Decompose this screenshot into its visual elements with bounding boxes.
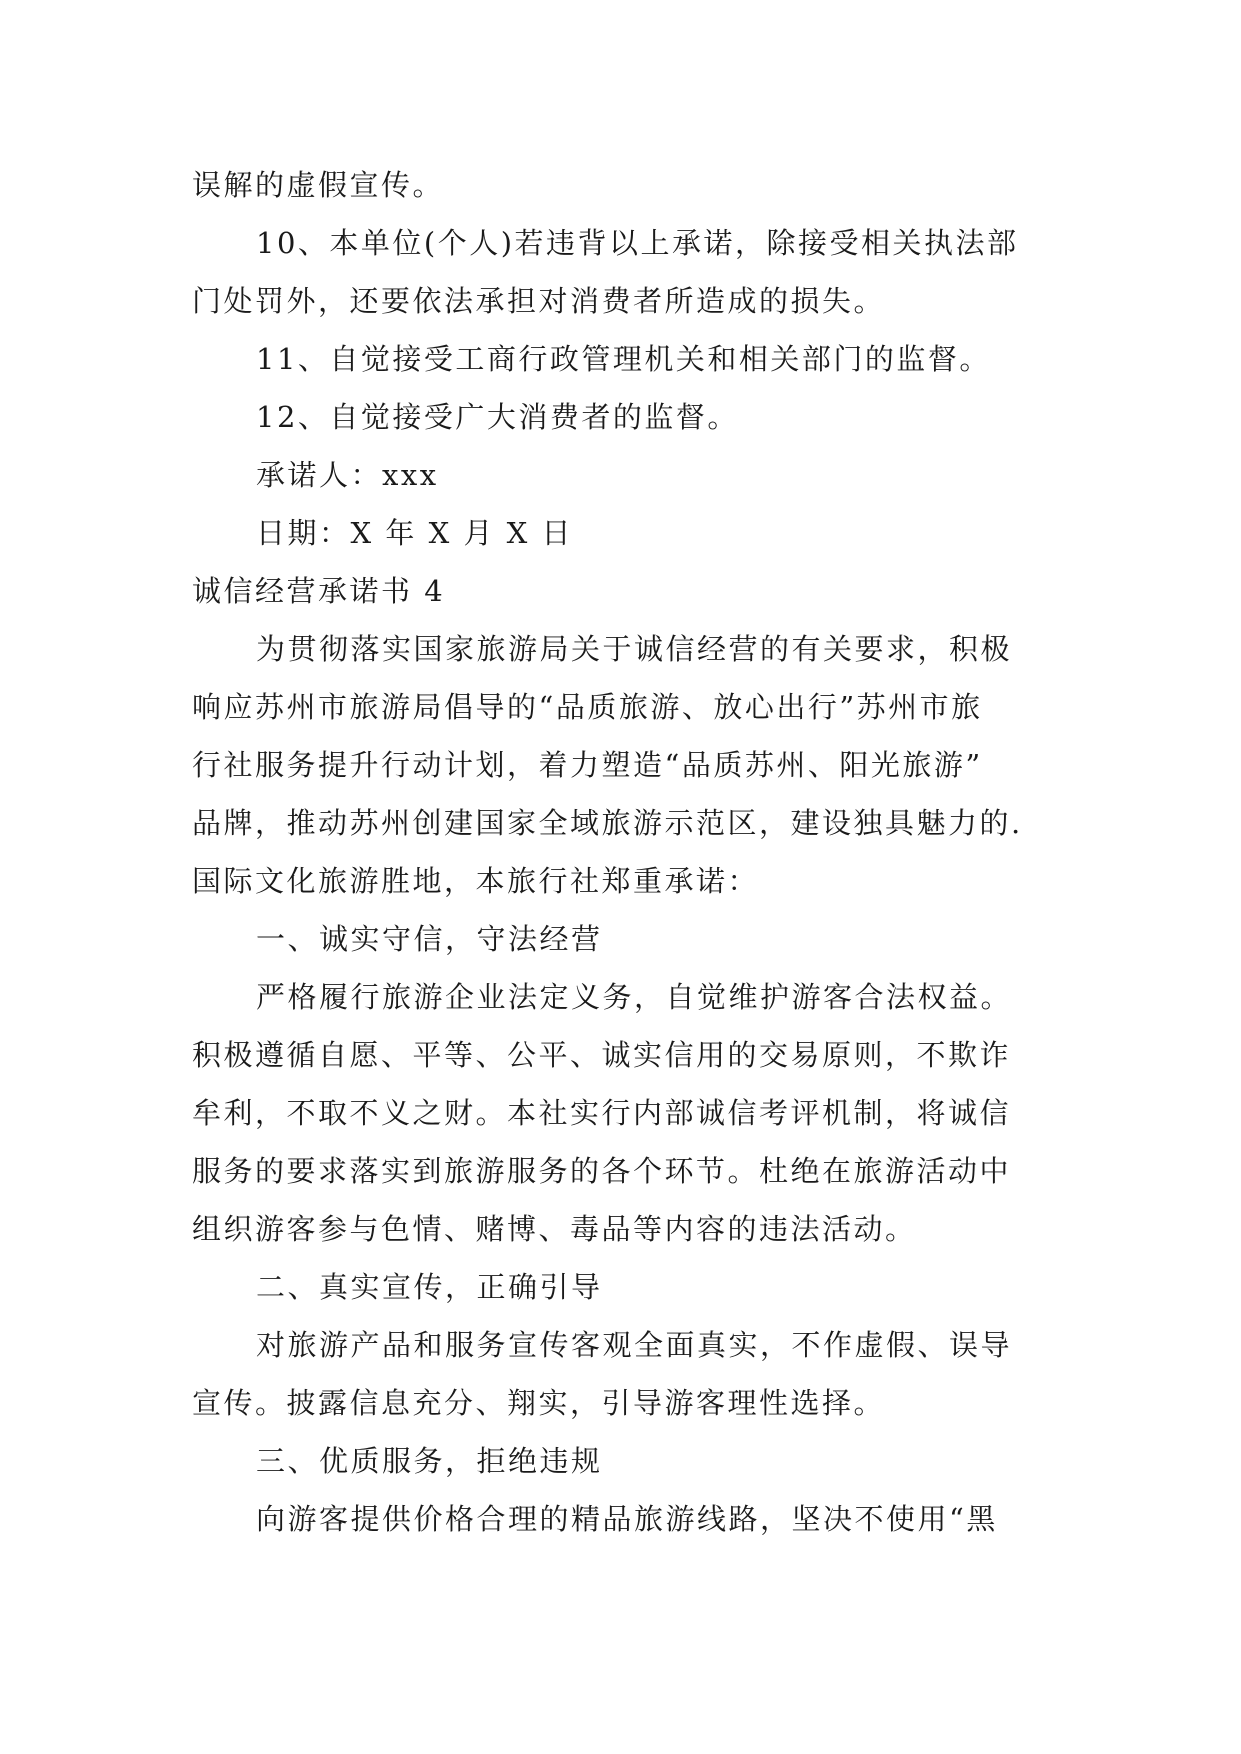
subheading: 二、真实宣传，正确引导 (256, 1270, 603, 1304)
text-line: 行社服务提升行动计划，着力塑造“品质苏州、阳光旅游” (192, 748, 983, 782)
text-line: 积极遵循自愿、平等、公平、诚实信用的交易原则，不欺诈 (192, 1038, 1012, 1072)
date-line: 日期：X 年 X 月 X 日 (256, 516, 574, 550)
text-line: 误解的虚假宣传。 (192, 168, 445, 202)
text-line: 10、本单位(个人)若违背以上承诺，除接受相关执法部 (256, 226, 1019, 260)
text-line: 为贯彻落实国家旅游局关于诚信经营的有关要求，积极 (256, 632, 1013, 666)
text-line: 国际文化旅游胜地，本旅行社郑重承诺： (192, 864, 760, 898)
text-line: 门处罚外，还要依法承担对消费者所造成的损失。 (192, 284, 886, 318)
text-line: 严格履行旅游企业法定义务，自觉维护游客合法权益。 (256, 980, 1013, 1014)
subheading: 一、诚实守信，守法经营 (256, 922, 603, 956)
text-line: 响应苏州市旅游局倡导的“品质旅游、放心出行”苏州市旅 (192, 690, 983, 724)
text-line: 向游客提供价格合理的精品旅游线路，坚决不使用“黑 (256, 1502, 998, 1536)
document-body (192, 156, 1072, 1548)
text-line: 组织游客参与色情、赌博、毒品等内容的违法活动。 (192, 1212, 917, 1246)
text-line: 服务的要求落实到旅游服务的各个环节。杜绝在旅游活动中 (192, 1154, 1012, 1188)
section-title: 诚信经营承诺书 4 (192, 574, 446, 608)
text-line: 11、自觉接受工商行政管理机关和相关部门的监督。 (256, 342, 991, 376)
text-line: 12、自觉接受广大消费者的监督。 (256, 400, 739, 434)
text-line: 宣传。披露信息充分、翔实，引导游客理性选择。 (192, 1386, 886, 1420)
subheading: 三、优质服务，拒绝违规 (256, 1444, 603, 1478)
signatory-line: 承诺人：xxx (256, 458, 439, 492)
text-line: 牟利，不取不义之财。本社实行内部诚信考评机制，将诚信 (192, 1096, 1012, 1130)
text-line: 对旅游产品和服务宣传客观全面真实，不作虚假、误导 (256, 1328, 1013, 1362)
text-line: 品牌，推动苏州创建国家全域旅游示范区，建设独具魅力的. (192, 806, 1023, 840)
